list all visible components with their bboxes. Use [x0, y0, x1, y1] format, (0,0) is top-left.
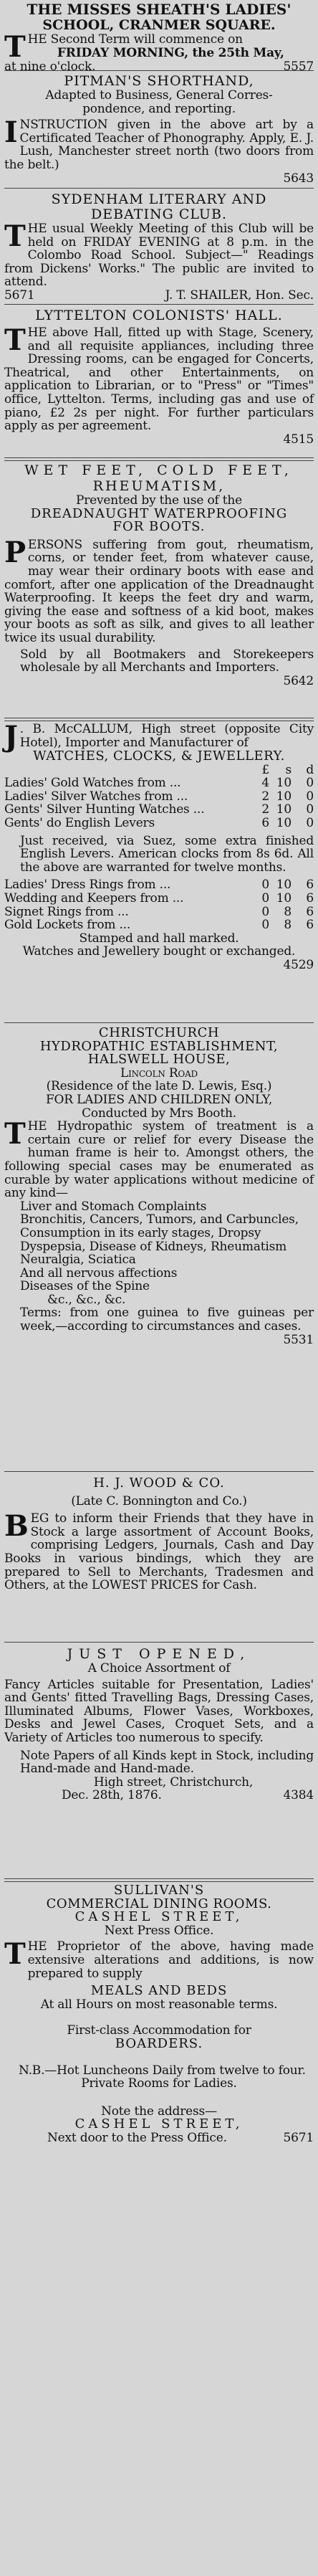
ad-line: HE Second Term will commence on: [27, 32, 243, 47]
price-value: 2: [261, 802, 269, 817]
separator: [4, 1022, 314, 1023]
ad-lyttelton-hall: [4, 308, 314, 446]
ad-title: CASHEL STREET,: [74, 1909, 244, 1925]
ad-line: N.B.—Hot Luncheons Daily from twelve to four.: [19, 2063, 306, 2078]
price-value: 6: [261, 815, 269, 830]
price-value: 8: [284, 904, 292, 919]
list-item: Diseases of the Spine: [20, 1279, 150, 1294]
ad-just-opened: [4, 1646, 314, 1802]
drop-cap: I: [4, 115, 18, 150]
price-row: [4, 790, 314, 804]
ad-title: RHEUMATISM,: [92, 478, 226, 494]
ad-line: FOR LADIES AND CHILDREN ONLY,: [45, 1092, 273, 1107]
list-item: &c., &c., &c.: [47, 1292, 126, 1307]
ad-ref: 4529: [283, 957, 314, 972]
ad-ref: 4515: [283, 432, 314, 447]
ad-title: CHRISTCHURCH: [98, 1025, 220, 1040]
ad-line: (Late C. Bonnington and Co.): [71, 1493, 247, 1508]
ad-title: JUST OPENED,: [67, 1646, 251, 1662]
price-value: 10: [276, 776, 292, 791]
separator: [4, 718, 314, 721]
ad-line: pondence, and reporting.: [82, 101, 236, 116]
price-value: 10: [276, 815, 292, 830]
ad-title: WATCHES, CLOCKS, & JEWELLERY.: [33, 748, 285, 764]
price-col: £: [261, 762, 269, 777]
ad-line: Private Rooms for Ladies.: [81, 2076, 237, 2091]
ad-ref: 5531: [283, 1332, 314, 1347]
price-value: 0: [306, 802, 314, 817]
price-item: Ladies' Gold Watches from ...: [4, 776, 181, 791]
price-item: Gents' Silver Hunting Watches ...: [4, 802, 205, 817]
ad-misses-sheath: [4, 1, 314, 74]
separator: [4, 70, 314, 71]
price-value: 10: [276, 802, 292, 817]
list-item: Consumption in its early stages, Dropsy: [20, 1225, 261, 1240]
price-row: [4, 803, 314, 817]
ad-body: Fancy Articles suitable for Presentation, Ladies' and Gents' fitted Travelling Bags, Dressing Cases, Illuminated Albums, Flower Vases, Workboxes, Desks and Jewel Cases, Croquet Sets, and a Variety of Articles too numerous to specify.: [4, 1677, 314, 1745]
ad-body: NSTRUCTION given in the above art by a Certificated Teacher of Phonography. Apply, E. J. Lush, Manchester street north (two doors from the belt.): [4, 118, 314, 172]
ad-title: SULLIVAN'S: [113, 1883, 205, 1898]
ad-body: Just received, via Suez, some extra finished English Levers. American clocks from 8s 6d. All the above are warranted for twelve months.: [20, 833, 314, 875]
ad-title: SYDENHAM LITERARY AND: [51, 191, 267, 207]
price-row: [4, 776, 314, 790]
list-item: And all nervous affections: [20, 1265, 178, 1280]
ad-title: HYDROPATHIC ESTABLISHMENT,: [39, 1038, 279, 1054]
ad-sydenham-club: [4, 192, 314, 303]
ad-ref: 5671: [283, 2130, 314, 2145]
ad-title: WET FEET, COLD FEET,: [24, 462, 294, 478]
price-value: 0: [261, 890, 269, 906]
ad-subtitle: SCHOOL, CRANMER SQUARE.: [42, 17, 276, 33]
price-value: 10: [276, 789, 292, 804]
drop-cap: T: [4, 1117, 26, 1151]
price-col: d: [306, 762, 314, 777]
drop-cap: P: [4, 535, 26, 569]
ad-title: H. J. WOOD & CO.: [93, 1475, 225, 1491]
ad-signer: J. T. SHAILER, Hon. Sec.: [165, 287, 314, 303]
ad-line: DREADNAUGHT WATERPROOFING: [30, 505, 288, 521]
price-value: 6: [306, 904, 314, 919]
price-value: 2: [261, 789, 269, 804]
separator: [4, 304, 314, 305]
ad-ref: 5671: [4, 287, 35, 303]
ad-line: . B. McCALLUM, High street (opposite City Hotel), Importer and Manufacturer of: [19, 722, 314, 750]
ad-body: HE Hydropathic system of treatment is a certain cure or relief for every Disease the human frame is heir to. Amongst others, the following special cases may be enumerated as curable by water applications without medicine of any kind—: [4, 1119, 314, 1201]
ad-body: HE above Hall, fitted up with Stage, Scenery, and all requisite appliances, including three Dressing rooms, can be engaged for Concerts, Theatrical, and other Entertainments, on application to Librarian, or to "Press" or "Times" office, Lyttelton. Terms, including gas and use of piano, £2 2s per night. For further particulars apply as per agreement.: [4, 325, 314, 434]
price-value: 0: [261, 878, 269, 893]
ad-body: EG to inform their Friends that they have in Stock a large assortment of Account Books, comprising Ledgers, Journals, Cash and Day Books in various bindings, which they are prepared to Sell to Merchants, Tradesmen and Others, at the LOWEST PRICES for Cash.: [4, 1511, 314, 1593]
ad-line: MEALS AND BEDS: [90, 1983, 228, 1999]
ad-line: Next door to the Press Office.: [47, 2130, 227, 2145]
ad-title: LYTTELTON COLONISTS' HALL.: [35, 308, 283, 323]
ad-line: Prevented by the use of the: [75, 493, 243, 508]
price-value: 6: [306, 918, 314, 933]
ad-ref: 4384: [283, 1788, 314, 1803]
ad-pitman-shorthand: [4, 74, 314, 185]
price-value: 10: [276, 890, 292, 906]
price-value: 8: [284, 918, 292, 933]
ad-line: CASHEL STREET,: [74, 2116, 244, 2132]
ad-line: FRIDAY MORNING, the 25th May,: [57, 45, 284, 60]
ad-ref: 5642: [283, 673, 314, 688]
list-item: Bronchitis, Cancers, Tumors, and Carbuncles,: [20, 1212, 299, 1227]
price-col: s: [285, 762, 292, 777]
list-item: Liver and Stomach Complaints: [20, 1199, 207, 1214]
ad-body: ERSONS suffering from gout, rheumatism, corns, or tender feet, from whatever cause, may wear their ordinary boots with ease and comfort, after one application of the Dreadnaught Waterproofing. It keeps the feet dry and warm, giving the ease and softness of a kid boot, makes your boots as soft as silk, and gives to all leather twice its usual durability.: [4, 537, 314, 645]
ad-title: DEBATING CLUB.: [91, 206, 227, 222]
price-value: 0: [306, 815, 314, 830]
ad-line: Lincoln Road: [120, 1065, 198, 1080]
price-value: 10: [276, 878, 292, 893]
ad-mccallum-jeweller: [4, 720, 314, 972]
price-row: [4, 817, 314, 830]
ad-title: PITMAN'S SHORTHAND,: [64, 73, 254, 89]
ad-line: at nine o'clock.: [4, 60, 96, 74]
ad-line: Next Press Office.: [104, 1923, 214, 1938]
ad-line: Terms: from one guinea to five guineas per week,—according to circumstances and cases.: [20, 1306, 314, 1334]
ad-line: At all Hours on most reasonable terms.: [40, 1997, 278, 2012]
list-item: Dyspepsia, Disease of Kidneys, Rheumatism: [20, 1239, 287, 1254]
drop-cap: T: [4, 219, 26, 253]
separator: [4, 457, 314, 461]
ad-line: FOR BOOTS.: [112, 519, 206, 535]
ad-line: (Residence of the late D. Lewis, Esq.): [46, 1079, 272, 1094]
price-item: Gents' do English Levers: [4, 815, 155, 830]
price-value: 0: [261, 904, 269, 919]
ad-line: A Choice Assortment of: [87, 1661, 231, 1676]
separator: [4, 1471, 314, 1472]
ad-dreadnought: [4, 462, 314, 688]
separator: [4, 1878, 314, 1882]
ad-line: Note Papers of all Kinds kept in Stock, including Hand-made and Hand-made.: [20, 1748, 314, 1777]
ad-title: THE MISSES SHEATH'S LADIES': [26, 1, 292, 18]
ad-line: High street, Christchurch,: [93, 1774, 254, 1790]
price-columns-header: [252, 764, 314, 777]
price-value: 4: [261, 776, 269, 791]
price-row: [4, 906, 314, 919]
ad-line: Sold by all Bootmakers and Storekeepers wholesale by all Merchants and Importers.: [20, 647, 314, 675]
ad-title: COMMERCIAL DINING ROOMS.: [46, 1896, 272, 1911]
ad-line: Adapted to Business, General Corres-: [45, 88, 273, 103]
drop-cap: B: [4, 1509, 29, 1544]
price-item: Ladies' Dress Rings from ...: [4, 878, 171, 893]
price-value: 0: [306, 776, 314, 791]
price-item: Ladies' Silver Watches from ...: [4, 789, 188, 804]
price-item: Signet Rings from ...: [4, 904, 129, 919]
ad-line: BOARDERS.: [115, 2035, 203, 2051]
separator: [4, 1642, 314, 1643]
drop-cap: T: [4, 30, 26, 64]
ad-hydropathic: [4, 1027, 314, 1346]
ad-line: Note the address—: [101, 2104, 217, 2119]
price-row: [4, 892, 314, 906]
ad-line: First-class Accommodation for: [67, 2023, 251, 2038]
ad-wood-co: [4, 1477, 314, 1592]
price-item: Gold Lockets from ...: [4, 918, 131, 933]
separator: [4, 188, 314, 189]
ad-line: Stamped and hall marked.: [79, 931, 239, 946]
price-row: [4, 918, 314, 932]
drop-cap: T: [4, 1937, 26, 1972]
ad-body: HE usual Weekly Meeting of this Club will be held on FRIDAY EVENING at 8 p.m. in the Colombo Road School. Subject—" Readings from Dickens' Works." The public are invited to attend.: [4, 222, 314, 290]
list-item: Neuralgia, Sciatica: [20, 1253, 136, 1268]
ad-sullivans-dining: [4, 1884, 314, 2145]
price-value: 0: [306, 789, 314, 804]
price-value: 6: [306, 878, 314, 893]
price-value: 0: [261, 918, 269, 933]
ad-body: HE Proprietor of the above, having made extensive alterations and additions, is now prepared to supply: [27, 1939, 314, 1981]
ad-ref: 5557: [283, 60, 314, 74]
ad-line: Dec. 28th, 1876.: [62, 1788, 162, 1803]
drop-cap: T: [4, 323, 26, 357]
price-item: Wedding and Keepers from ...: [4, 890, 184, 906]
ad-ref: 5643: [283, 171, 314, 186]
drop-cap: J: [4, 720, 18, 754]
ad-title: HALSWELL HOUSE,: [87, 1052, 231, 1068]
ad-line: Conducted by Mrs Booth.: [82, 1106, 236, 1121]
ad-line: Watches and Jewellery bought or exchanged.: [22, 944, 296, 959]
price-value: 6: [306, 890, 314, 906]
price-row: [4, 878, 314, 892]
